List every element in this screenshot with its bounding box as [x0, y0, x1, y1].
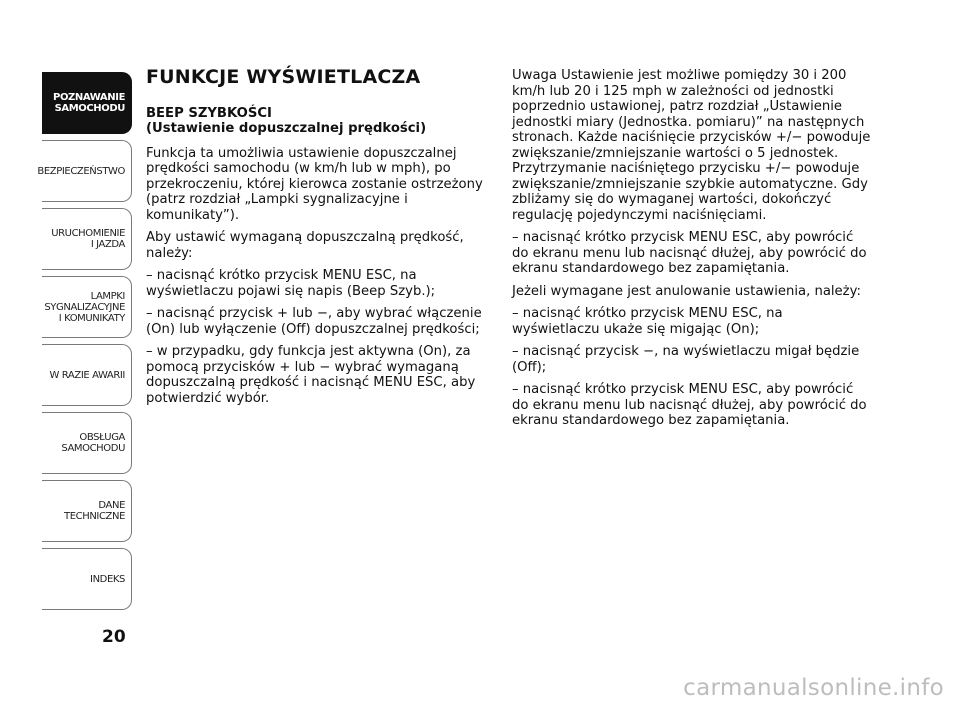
text-column-right	[512, 68, 872, 436]
tab-indeks[interactable]	[42, 548, 132, 610]
section-heading: BEEP SZYBKOŚCI (Ustawienie dopuszczalnej prędkości)	[146, 105, 427, 136]
paragraph: – nacisnąć przycisk −, na wyświetlaczu migał będzie (Off);	[512, 344, 860, 375]
tab-label: DANE TECHNICZNE	[64, 500, 125, 522]
paragraph: – w przypadku, gdy funkcja jest aktywna (On), za pomocą przycisków + lub − wybrać wymaganą dopuszczalną prędkość i nacisnąć MENU ESC, aby potwierdzić wybór.	[146, 344, 476, 406]
paragraph: Uwaga Ustawienie jest możliwe pomiędzy 30 i 200 km/h lub 20 i 125 mph w zależności od jednostki poprzednio ustawionej, patrz rozdział „Ustawienie jednostki miary (Jednostka. pomiaru)” na następnych stronach. Każde naciśnięcie przycisków +/− powoduje zwiększanie/zmniejszanie wartości o 5 jednostek. Przytrzymanie naciśniętego przycisku +/− powoduje zwiększanie/zmniejszanie szybkie automatyczne. Gdy zbliżamy się do wymaganej wartości, dokończyć regulację pojedynczymi naciśnięciami.	[512, 68, 871, 223]
paragraph: – nacisnąć krótko przycisk MENU ESC, na wyświetlaczu ukaże się migając (On);	[512, 306, 783, 337]
watermark: carmanualsonline.info	[683, 675, 944, 701]
page-number: 20	[102, 627, 126, 647]
text-column-left	[146, 66, 496, 413]
tab-label: BEZPIECZEŃSTWO	[37, 165, 125, 177]
tab-label: LAMPKI SYGNALIZACYJNE I KOMUNIKATY	[44, 290, 125, 324]
paragraph: – nacisnąć krótko przycisk MENU ESC, aby powrócić do ekranu menu lub nacisnąć dłużej, aby powrócić do ekranu standardowego bez zapamiętania.	[512, 382, 867, 428]
tab-uruchomienie-i-jazda[interactable]	[42, 208, 132, 270]
tab-bezpieczenstwo[interactable]	[37, 140, 132, 202]
tab-label: INDEKS	[90, 573, 125, 585]
page-title: FUNKCJE WYŚWIETLACZA	[146, 66, 421, 88]
paragraph: – nacisnąć krótko przycisk MENU ESC, na wyświetlaczu pojawi się napis (Beep Szyb.);	[146, 268, 436, 299]
tab-dane-techniczne[interactable]	[42, 480, 132, 542]
paragraph: – nacisnąć przycisk + lub −, aby wybrać włączenie (On) lub wyłączenie (Off) dopuszczalnej prędkości;	[146, 306, 482, 337]
tab-label: OBSŁUGA SAMOCHODU	[61, 432, 125, 454]
tab-w-razie-awarii[interactable]	[42, 344, 132, 406]
tab-label: URUCHOMIENIE I JAZDA	[51, 228, 125, 250]
tab-poznawanie-samochodu[interactable]	[42, 72, 132, 134]
paragraph: Jeżeli wymagane jest anulowanie ustawienia, należy:	[512, 283, 861, 299]
tab-lampki-sygnalizacyjne[interactable]	[42, 276, 132, 338]
paragraph: – nacisnąć krótko przycisk MENU ESC, aby powrócić do ekranu menu lub nacisnąć dłużej, aby powrócić do ekranu standardowego bez zapamiętania.	[512, 230, 867, 276]
tab-obsluga-samochodu[interactable]	[42, 412, 132, 474]
paragraph: Funkcja ta umożliwia ustawienie dopuszczalnej prędkości samochodu (w km/h lub w mph), po przekroczeniu, której kierowca zostanie ostrzeżony (patrz rozdział „Lampki sygnalizacyjne i komunikaty”).	[146, 145, 483, 223]
paragraph: Aby ustawić wymaganą dopuszczalną prędkość, należy:	[146, 230, 464, 261]
tab-label: W RAZIE AWARII	[49, 369, 125, 381]
tab-label: POZNAWANIE SAMOCHODU	[53, 92, 125, 114]
